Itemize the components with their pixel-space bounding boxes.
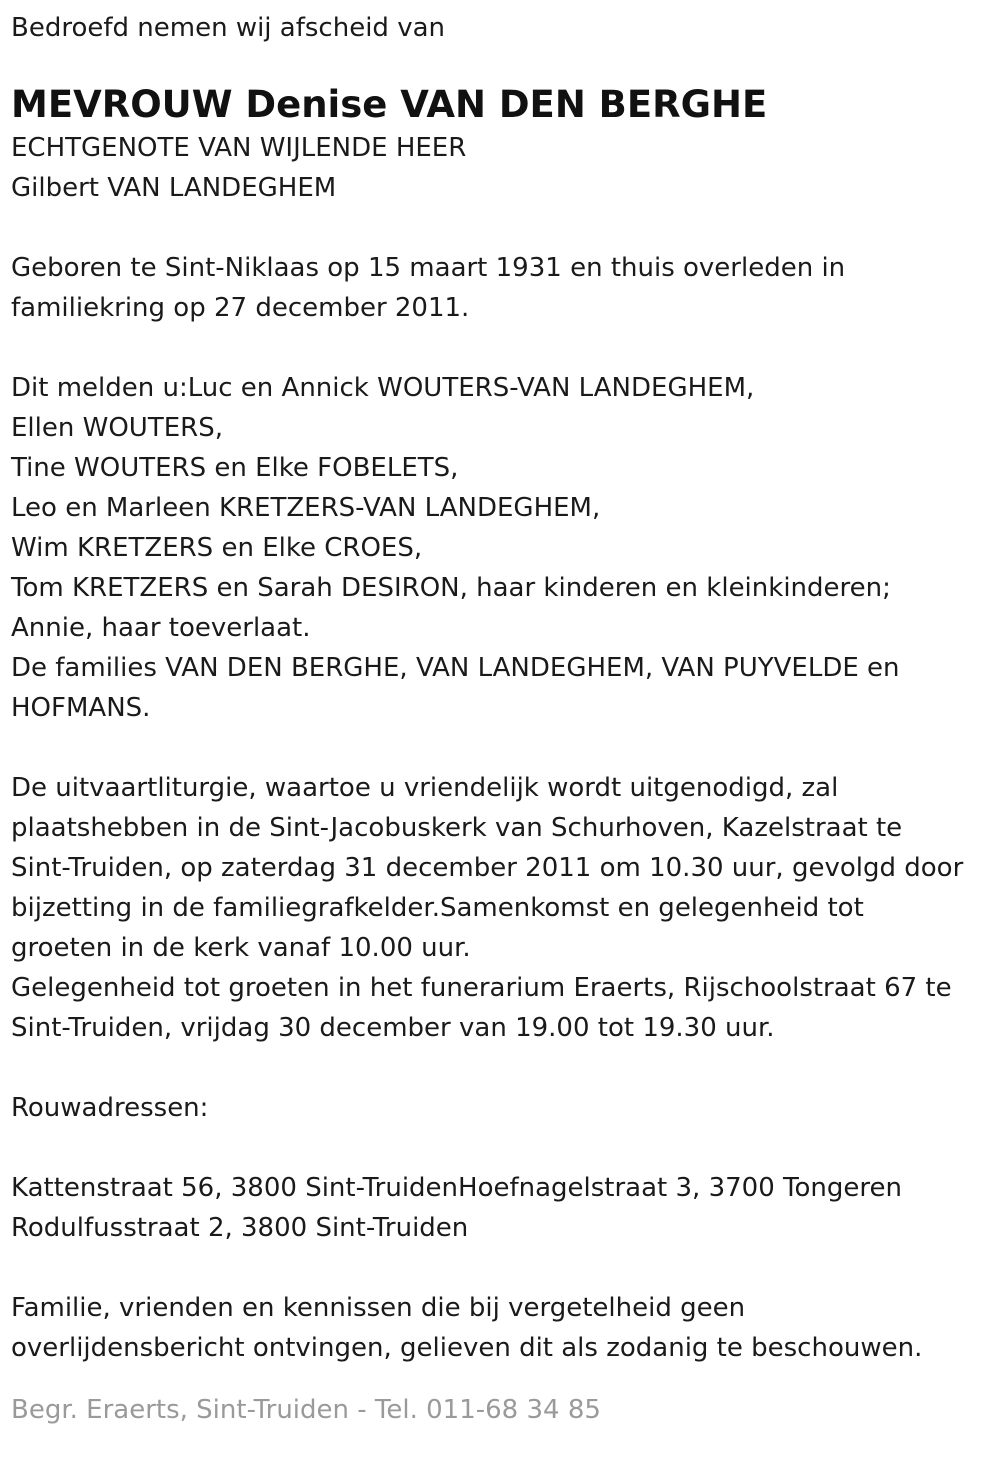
spouse-label: ECHTGENOTE VAN WIJLENDE HEER: [11, 133, 467, 163]
funeral-section: [11, 768, 990, 1048]
funeral-line: plaatshebben in de Sint-Jacobuskerk van Schurhoven, Kazelstraat te: [11, 813, 903, 843]
spacer: [11, 1128, 990, 1168]
funeral-line: De uitvaartliturgie, waartoe u vriendelijk wordt uitgenodigd, zal: [11, 773, 839, 803]
intro-text: Bedroefd nemen wij afscheid van: [11, 13, 445, 43]
closing-line: overlijdensbericht ontvingen, gelieven dit als zodanig te beschouwen.: [11, 1333, 923, 1363]
funeral-line: Gelegenheid tot groeten in het funerarium Eraerts, Rijschoolstraat 67 te: [11, 973, 952, 1003]
funeral-home-footer: Begr. Eraerts, Sint-Truiden - Tel. 011-68 34 85: [11, 1395, 601, 1425]
announcer-line: Ellen WOUTERS,: [11, 413, 223, 443]
deceased-name: MEVROUW Denise VAN DEN BERGHE: [11, 83, 768, 126]
birth-death-section: [11, 248, 990, 328]
spacer: [11, 728, 990, 768]
address-line: Kattenstraat 56, 3800 Sint-TruidenHoefnagelstraat 3, 3700 Tongeren: [11, 1173, 902, 1203]
spacer: [11, 1248, 990, 1288]
spouse-name: Gilbert VAN LANDEGHEM: [11, 173, 337, 203]
funeral-line: bijzetting in de familiegrafkelder.Samenkomst en gelegenheid tot: [11, 893, 864, 923]
funeral-line: Sint-Truiden, op zaterdag 31 december 2011 om 10.30 uur, gevolgd door: [11, 853, 964, 883]
announcer-line: Wim KRETZERS en Elke CROES,: [11, 533, 423, 563]
announcer-line: Dit melden u:Luc en Annick WOUTERS-VAN LANDEGHEM,: [11, 373, 755, 403]
spacer: [11, 208, 990, 248]
closing-section: [11, 1288, 990, 1368]
announcer-line: De families VAN DEN BERGHE, VAN LANDEGHEM, VAN PUYVELDE en: [11, 653, 900, 683]
announcer-line: Leo en Marleen KRETZERS-VAN LANDEGHEM,: [11, 493, 601, 523]
funeral-line: Sint-Truiden, vrijdag 30 december van 19.00 tot 19.30 uur.: [11, 1013, 775, 1043]
spacer: [11, 328, 990, 368]
addresses-heading: Rouwadressen:: [11, 1093, 209, 1123]
closing-line: Familie, vrienden en kennissen die bij vergetelheid geen: [11, 1293, 746, 1323]
announcers-section: [11, 368, 990, 728]
announcer-line: Tom KRETZERS en Sarah DESIRON, haar kinderen en kleinkinderen;: [11, 573, 891, 603]
funeral-line: groeten in de kerk vanaf 10.00 uur.: [11, 933, 471, 963]
announcer-line: Tine WOUTERS en Elke FOBELETS,: [11, 453, 459, 483]
announcer-line: HOFMANS.: [11, 693, 151, 723]
birth-death-line: familiekring op 27 december 2011.: [11, 293, 470, 323]
spacer: [11, 1048, 990, 1088]
birth-death-line: Geboren te Sint-Niklaas op 15 maart 1931 en thuis overleden in: [11, 253, 846, 283]
announcer-line: Annie, haar toeverlaat.: [11, 613, 311, 643]
address-line: Rodulfusstraat 2, 3800 Sint-Truiden: [11, 1213, 469, 1243]
addresses-section: [11, 1168, 990, 1248]
